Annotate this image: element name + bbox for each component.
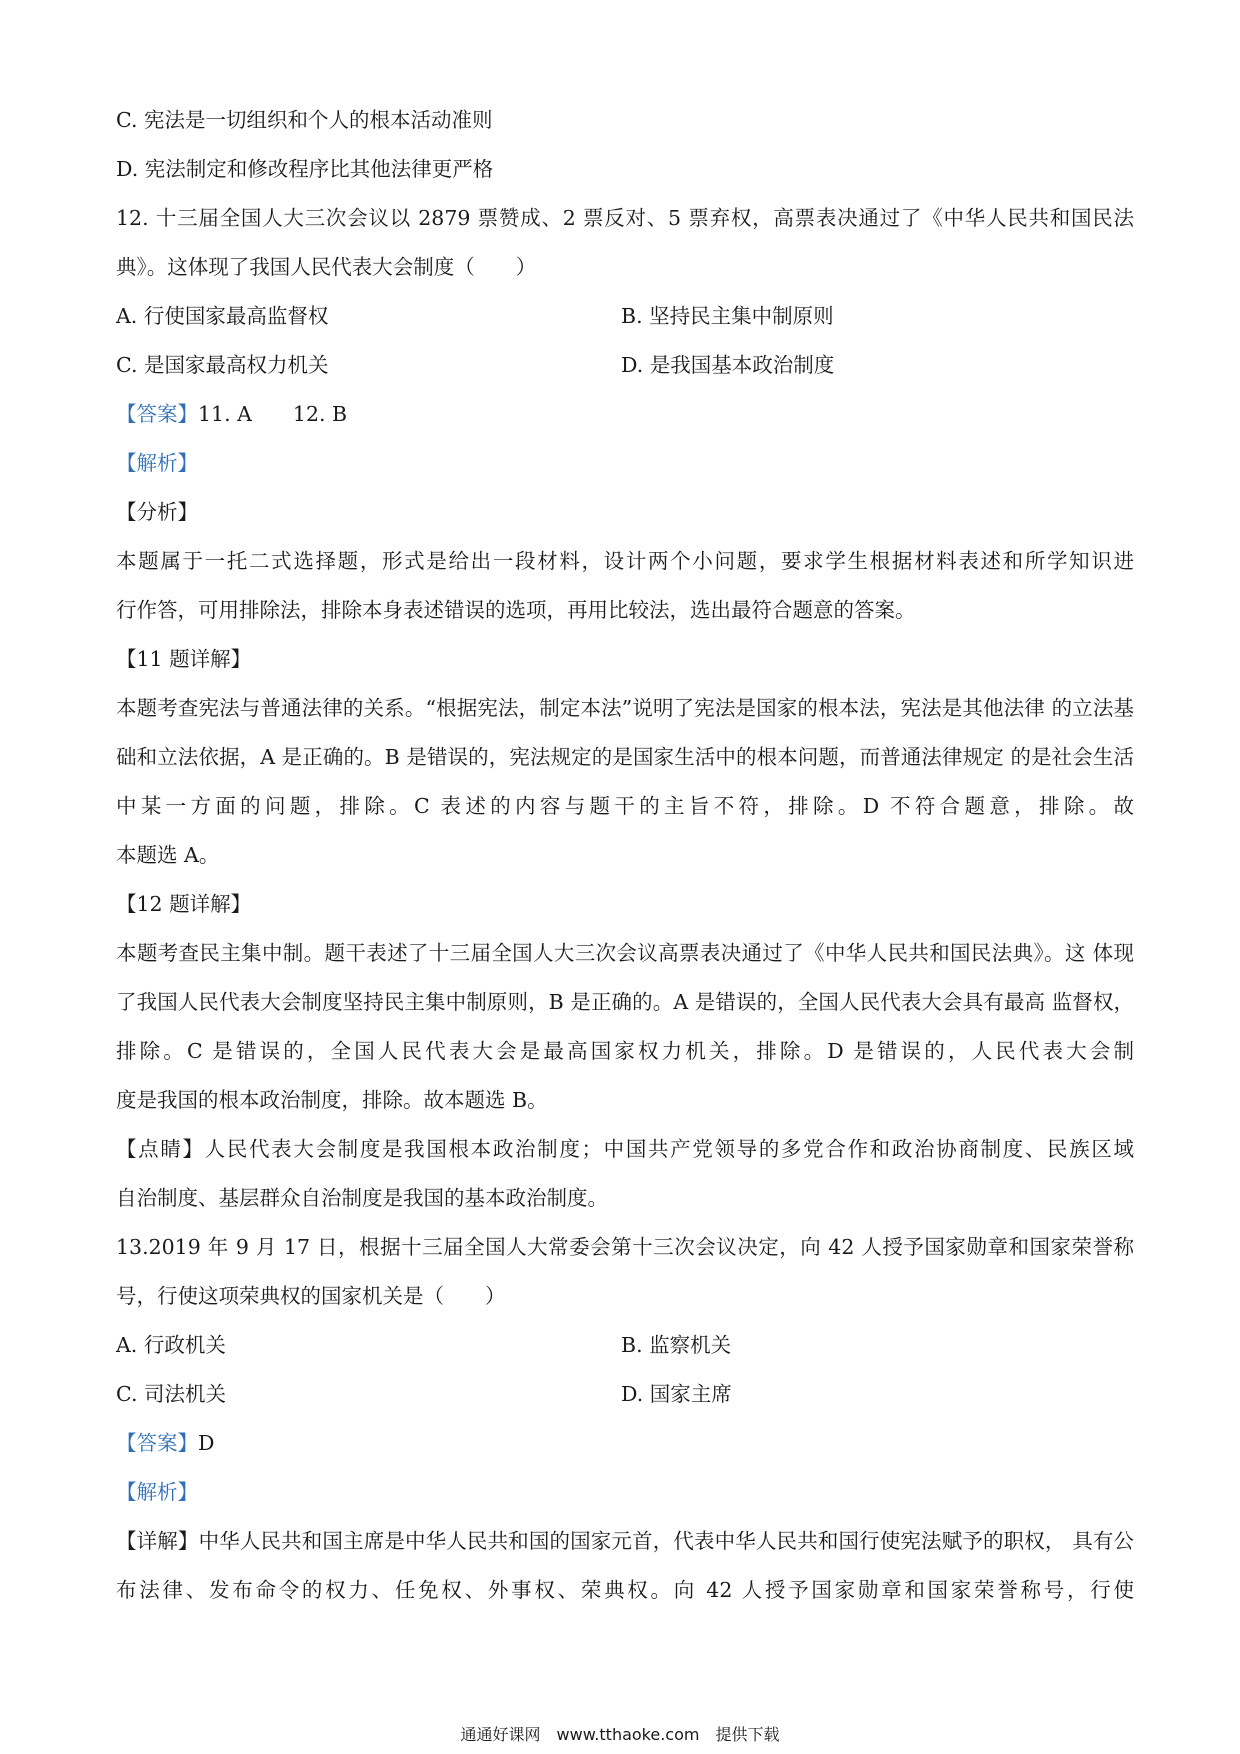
- dianjing-line-1: 人民代表大会制度是我国根本政治制度；中国共产党领导的多党合作和政治协商制度、民族区域: [204, 1137, 1135, 1161]
- detail-12-heading: 【12 题详解】: [116, 892, 252, 916]
- fenxi-line-1: 本题属于一托二式选择题，形式是给出一段材料，设计两个小问题，要求学生根据材料表述和所学知识进: [116, 549, 1134, 573]
- detail-11-line-4: 本题选 A。: [116, 843, 220, 867]
- detail-12-paragraph: [116, 929, 1134, 1125]
- analysis-13-tag: 【解析】: [116, 1480, 198, 1504]
- dianjing-line-2: 自治制度、基层群众自治制度是我国的基本政治制度。: [116, 1186, 608, 1210]
- dianjing-paragraph: [116, 1125, 1134, 1223]
- detail-11-line-2: 的立法基础和立法依据，A 是正确的。B 是错误的，宪法规定的是国家生活中的根本问题，而普通法律规定: [116, 696, 1134, 769]
- q12-stem-line-2: 典》。这体现了我国人民代表大会制度（ ）: [116, 255, 537, 279]
- analysis-heading-1: [116, 439, 1134, 488]
- answer-11-12: [116, 390, 1134, 439]
- page-footer: 通通好课网 www.tthaoke.com 提供下载: [460, 1725, 780, 1744]
- q13-option-b: B. 监察机关: [621, 1333, 732, 1357]
- q13-stem-line-1: 13.2019 年 9 月 17 日，根据十三届全国人大常委会第十三次会议决定，向 42 人授予国家勋章和国家荣誉称: [116, 1235, 1134, 1259]
- xiangjie-line-2: 具有公布法律、发布命令的权力、任免权、外事权、荣典权。向 42 人授予国家勋章和国家荣誉称号，行使: [116, 1529, 1135, 1602]
- answer-13-text: D: [198, 1431, 215, 1455]
- q12-option-c: C. 是国家最高权力机关: [116, 353, 329, 377]
- detail-11-line-3: 的是社会生活中某一方面的问题，排除。C 表述的内容与题干的主旨不符，排除。D 不符合题意，排除。故: [116, 745, 1134, 818]
- detail-12-line-3: 监督权，排除。C 是错误的，全国人民代表大会是最高国家权力机关，排除。D 是错误的，人民代表大会制: [116, 990, 1134, 1063]
- q11-option-d: D. 宪法制定和修改程序比其他法律更严格: [116, 157, 494, 181]
- detail-11-line-1: 本题考查宪法与普通法律的关系。“根据宪法，制定本法”说明了宪法是国家的根本法，宪法是其他法律: [116, 696, 1045, 720]
- xiangjie-paragraph: [116, 1517, 1134, 1615]
- detail-12-line-4: 度是我国的根本政治制度，排除。故本题选 B。: [116, 1088, 548, 1112]
- detail-11-heading: 【11 题详解】: [116, 647, 252, 671]
- fenxi-heading: 【分析】: [116, 500, 198, 524]
- q12-stem: [116, 194, 1134, 292]
- analysis-tag: 【解析】: [116, 451, 198, 475]
- document-page: [116, 96, 1134, 1615]
- fenxi-paragraph: [116, 537, 1134, 635]
- q13-option-a: A. 行政机关: [116, 1333, 226, 1357]
- q12-option-d: D. 是我国基本政治制度: [621, 353, 835, 377]
- q12-options-row-2: [116, 341, 1134, 390]
- answer-13-tag: 【答案】: [116, 1431, 198, 1455]
- detail-12-line-1: 本题考查民主集中制。题干表述了十三届全国人大三次会议高票表决通过了《中华人民共和国民法典》。这: [116, 941, 1086, 965]
- q12-stem-line-1: 12. 十三届全国人大三次会议以 2879 票赞成、2 票反对、5 票弃权，高票表决通过了《中华人民共和国民法: [116, 206, 1134, 230]
- q13-options-row-2: [116, 1370, 1134, 1419]
- dianjing-tag: 【点睛】: [116, 1137, 205, 1161]
- q11-option-c: C. 宪法是一切组织和个人的根本活动准则: [116, 108, 493, 132]
- q13-options-row-1: [116, 1321, 1134, 1370]
- fenxi-line-2: 行作答，可用排除法，排除本身表述错误的选项，再用比较法，选出最符合题意的答案。: [116, 598, 916, 622]
- xiangjie-line-1: 中华人民共和国主席是中华人民共和国的国家元首，代表中华人民共和国行使宪法赋予的职权，: [198, 1529, 1066, 1553]
- xiangjie-tag: 【详解】: [116, 1529, 199, 1553]
- detail-11-paragraph: [116, 684, 1134, 880]
- answer-tag: 【答案】: [116, 402, 198, 426]
- q13-stem-line-2: 号，行使这项荣典权的国家机关是（ ）: [116, 1284, 506, 1308]
- analysis-heading-2: [116, 1468, 1134, 1517]
- q13-option-c: C. 司法机关: [116, 1382, 226, 1406]
- detail-12-line-2: 体现了我国人民代表大会制度坚持民主集中制原则，B 是正确的。A 是错误的，全国人民代表大会具有最高: [116, 941, 1134, 1014]
- q13-stem: [116, 1223, 1134, 1321]
- q12-option-a: A. 行使国家最高监督权: [116, 304, 329, 328]
- q13-option-d: D. 国家主席: [621, 1382, 732, 1406]
- answer-text: 11. A 12. B: [198, 402, 348, 426]
- answer-13: [116, 1419, 1134, 1468]
- q12-options-row-1: [116, 292, 1134, 341]
- q12-option-b: B. 坚持民主集中制原则: [621, 304, 834, 328]
